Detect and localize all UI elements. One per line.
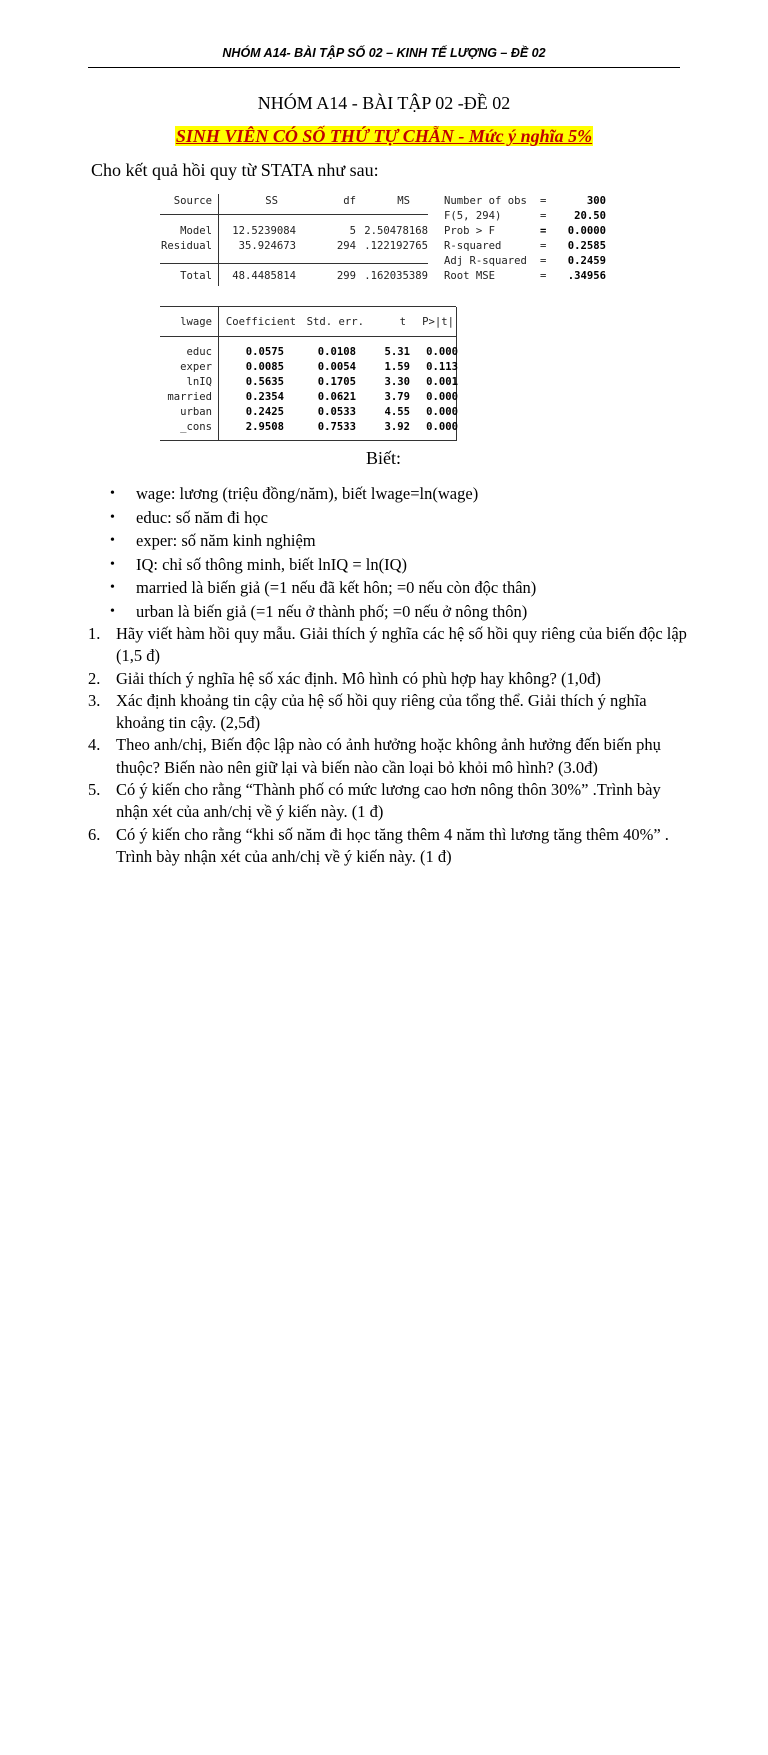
anova-source-residual: Residual [160,240,212,252]
coef-se: 0.0533 [317,406,356,418]
coef-p: 0.113 [426,361,458,373]
stat-value: .34956 [567,270,606,282]
coef-t: 4.55 [384,406,410,418]
definition-text: wage: lương (triệu đồng/năm), biết lwage=ln(wage) [136,484,479,503]
anova-source-model: Model [180,225,212,237]
coef-value: 0.0575 [245,346,284,358]
stat-value: 0.0000 [567,225,606,237]
question-number: 6. [88,824,101,844]
anova-header-source: Source [173,195,212,207]
coef-var: _cons [180,421,212,433]
coef-t: 5.31 [384,346,410,358]
coef-se: 0.0108 [317,346,356,358]
list-item [110,553,710,577]
coef-t: 1.59 [384,361,410,373]
anova-header-rule [160,214,428,215]
coef-value: 0.0085 [245,361,284,373]
anova-ss-residual: 35.924673 [238,240,296,252]
definition-text: educ: số năm đi học [136,507,268,527]
anova-header-ms: MS [397,195,410,207]
stat-equals: = [540,270,547,282]
coef-p: 0.000 [426,346,458,358]
anova-ms-model: 2.50478168 [364,225,428,237]
coef-value: 0.2425 [245,406,284,418]
intro-text: Cho kết quả hồi quy từ STATA như sau: [91,160,379,180]
list-item [110,576,710,600]
definition-text: exper: số năm kinh nghiệm [136,531,316,550]
coef-header-stderr: Std. err. [306,316,364,328]
question-item [88,734,688,779]
question-text: Giải thích ý nghĩa hệ số xác định. Mô hình có phù hợp hay không? (1,0đ) [116,668,601,688]
coef-var: exper [180,361,212,373]
coef-t: 3.30 [384,376,410,388]
question-text: Có ý kiến cho rằng “Thành phố có mức lương cao hơn nông thôn 30%” .Trình bày nhận xét của anh/chị về ý kiến này. (1 đ) [116,780,661,822]
anova-header-df: df [343,195,356,207]
question-number: 3. [88,690,101,710]
question-number: 4. [88,735,101,755]
coef-header-p: P>|t| [422,316,454,328]
coef-header-rule [160,336,456,337]
question-item [88,690,688,735]
coef-p: 0.001 [426,376,458,388]
coef-var: urban [180,406,212,418]
list-item [110,482,710,506]
definition-text: IQ: chỉ số thông minh, biết lnIQ = ln(IQ) [136,554,407,574]
bullet-icon: • [110,603,115,619]
document-title: NHÓM A14 - BÀI TẬP 02 -ĐỀ 02 [257,93,511,113]
question-text: Có ý kiến cho rằng “khi số năm đi học tăng thêm 4 năm thì lương tăng thêm 40%” . Trình bày nhận xét của anh/chị về ý kiến này. (1 đ) [116,824,669,866]
coef-p: 0.000 [426,391,458,403]
stat-value: 20.50 [574,210,606,222]
anova-df-total: 299 [336,270,356,282]
question-item [88,824,688,869]
coef-t: 3.79 [384,391,410,403]
bullet-icon: • [110,486,115,501]
stat-equals: = [540,210,547,222]
stat-label: Prob > F [444,225,496,237]
question-list [88,623,688,868]
coef-se: 0.1705 [317,376,356,388]
coef-se: 0.7533 [317,421,356,433]
stat-label: Adj R-squared [444,255,527,267]
coef-depvar: lwage [180,316,212,328]
question-item [88,623,688,668]
coef-var: lnIQ [186,376,212,388]
anova-ms-residual: .122192765 [364,240,428,252]
bullet-icon: • [110,580,115,595]
variable-definitions [110,482,710,623]
known-label: Biết: [366,448,401,468]
subtitle-highlight: SINH VIÊN CÓ SỐ THỨ TỰ CHẴN - Mức ý nghĩa 5% [175,126,593,146]
anova-ss-model: 12.5239084 [232,225,296,237]
definition-text: married là biến giả (=1 nếu đã kết hôn; =0 nếu còn độc thân) [136,578,537,597]
coef-value: 0.5635 [245,376,284,388]
coef-se: 0.0054 [317,361,356,373]
bullet-icon: • [110,509,115,525]
definition-text: urban là biến giả (=1 nếu ở thành phố; =0 nếu ở nông thôn) [136,601,528,621]
coef-value: 0.2354 [245,391,284,403]
coef-top-rule [160,306,456,307]
stat-equals: = [540,255,547,267]
anova-vertical-rule [218,194,219,286]
anova-header-ss: SS [265,195,278,207]
question-item [88,779,688,824]
question-item [88,668,688,690]
list-item [110,600,710,624]
question-number: 1. [88,624,101,643]
question-text: Hãy viết hàm hồi quy mẫu. Giải thích ý nghĩa các hệ số hồi quy riêng của biến độc lập (1,5 đ) [116,624,687,666]
coef-p: 0.000 [426,421,458,433]
list-item [110,529,710,553]
anova-df-model: 5 [349,225,356,237]
question-text: Theo anh/chị, Biến độc lập nào có ảnh hưởng hoặc không ảnh hưởng đến biến phụ thuộc? Biến nào nên giữ lại và biến nào cần loại bỏ khỏi mô hình? (3.0đ) [116,735,661,777]
anova-df-residual: 294 [336,240,356,252]
coef-bottom-rule [160,440,456,441]
question-text: Xác định khoảng tin cậy của hệ số hồi quy riêng của tổng thể. Giải thích ý nghĩa khoảng tin cậy. (2,5đ) [116,690,647,733]
anova-ss-total: 48.4485814 [232,270,296,282]
coef-var: educ [186,346,212,358]
stat-value: 0.2585 [567,240,606,252]
bullet-icon: • [110,556,115,572]
question-number: 5. [88,780,101,800]
stat-label: Number of obs [444,195,527,207]
anova-source-total: Total [180,270,212,282]
coef-header-coefficient: Coefficient [225,316,296,328]
stat-equals: = [540,195,547,207]
coef-value: 2.9508 [245,421,284,433]
coef-vertical-rule [218,307,219,441]
running-header: NHÓM A14- BÀI TẬP SỐ 02 – KINH TẾ LƯỢNG – ĐỀ 02 [222,46,546,60]
anova-ms-total: .162035389 [364,270,428,282]
list-item [110,506,710,530]
coef-t: 3.92 [384,421,410,433]
coef-var: married [167,391,212,403]
stat-equals: = [540,240,547,252]
bullet-icon: • [110,533,115,548]
coef-se: 0.0621 [317,391,356,403]
stat-label: Root MSE [444,270,496,282]
stat-value: 0.2459 [567,255,606,267]
stat-equals: = [540,225,547,237]
stat-label: F(5, 294) [444,210,502,222]
coef-header-t: t [399,316,406,328]
stat-label: R-squared [444,240,502,252]
stat-value: 300 [586,195,606,207]
question-number: 2. [88,668,101,688]
coef-p: 0.000 [426,406,458,418]
anova-total-rule [160,263,428,264]
